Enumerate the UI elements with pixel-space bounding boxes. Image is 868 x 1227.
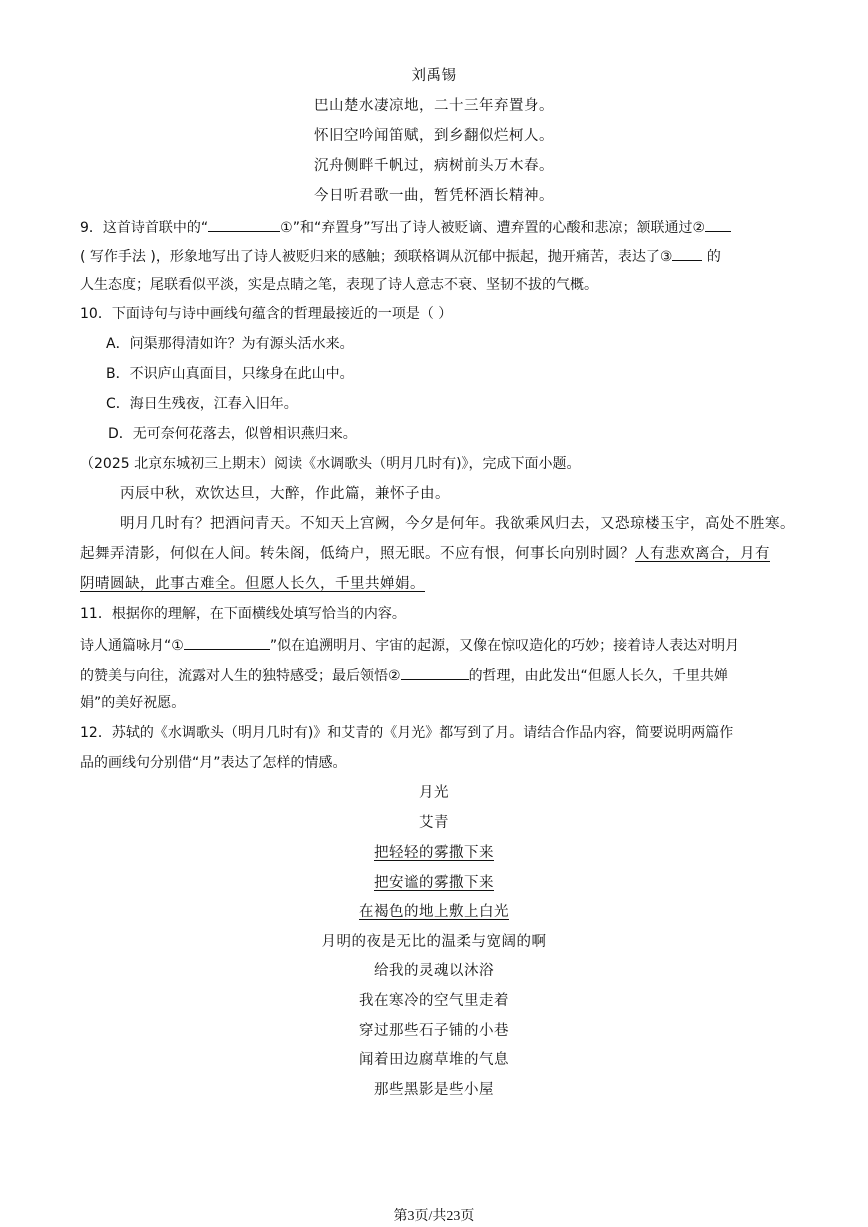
passage-intro: （2025 北京东城初三上期末）阅读《水调歌头（明月几时有)》，完成下面小题。 — [80, 456, 581, 472]
poem2-line-4: 穿过那些石子铺的小巷 — [359, 1023, 509, 1039]
q9-line-3: 人生态度；尾联看似平淡，实是点睛之笔，表现了诗人意志不衰、坚韧不拔的气概。 — [80, 277, 598, 293]
poem2-line-3: 我在寒冷的空气里走着 — [359, 993, 509, 1009]
q9-text: ( 写作手法 )，形象地写出了诗人被贬归来的感触；颈联格调从沉郁中振起，抛开痛苦，表达了③ — [80, 249, 673, 265]
q9-blank-3[interactable] — [672, 246, 702, 261]
q11-stem: 11．根据你的理解，在下面横线处填写恰当的内容。 — [80, 606, 406, 622]
q10-option-c[interactable]: C．海日生残夜，江春入旧年。 — [106, 396, 298, 412]
q9-text: 的 — [702, 249, 721, 265]
q11-text: 的赞美与向往，流露对人生的独特感受；最后领悟② — [80, 668, 401, 684]
passage-text: 起舞弄清影，何似在人间。转朱阁，低绮户，照无眠。不应有恨，何事长向别时圆？ — [80, 546, 635, 562]
poem2-underlined-line-1: 把轻轻的雾撒下来 — [374, 845, 494, 861]
poem2-underlined-line-1-row — [0, 844, 868, 862]
q11-text: 诗人通篇咏月“① — [80, 638, 184, 654]
poem1-line-4: 今日听君歌一曲，暂凭杯酒长精神。 — [314, 188, 554, 204]
q10-option-a[interactable]: A．问渠那得清如许？为有源头活水来。 — [106, 336, 354, 352]
q10-option-b[interactable]: B．不识庐山真面目，只缘身在此山中。 — [106, 366, 354, 382]
q9-text: ①”和“弃置身”写出了诗人被贬谪、遭弃置的心酸和悲凉；颔联通过② — [280, 220, 706, 236]
q12-line-2: 品的画线句分别借“月”表达了怎样的情感。 — [80, 755, 347, 771]
passage-underlined-text: 人有悲欢离合，月有 — [635, 546, 770, 562]
poem2-underlined-line-3-row — [0, 903, 868, 921]
q9-blank-2[interactable] — [705, 217, 731, 232]
passage-preface: 丙辰中秋，欢饮达旦，大醉，作此篇，兼怀子由。 — [120, 486, 450, 502]
q11-line-1 — [80, 635, 739, 655]
q11-blank-2[interactable] — [401, 665, 469, 680]
q11-line-3: 娟”的美好祝愿。 — [80, 695, 186, 711]
q11-text: ”似在追溯明月、宇宙的起源，又像在惊叹造化的巧妙；接着诗人表达对明月 — [269, 638, 740, 654]
poem1-line-1: 巴山楚水凄凉地，二十三年弃置身。 — [314, 98, 554, 114]
q11-line-2 — [80, 665, 728, 685]
q9-line-2 — [80, 246, 721, 266]
poem2-title: 月光 — [419, 785, 449, 801]
passage-line-2 — [80, 545, 770, 563]
q10-stem: 10．下面诗句与诗中画线句蕴含的哲理最接近的一项是（ ） — [80, 306, 453, 322]
poem2-author: 艾青 — [419, 815, 449, 831]
q12-line-1: 12．苏轼的《水调歌头（明月几时有)》和艾青的《月光》都写到了月。请结合作品内容，简要说明两篇作 — [80, 725, 734, 741]
poem2-underlined-line-2: 把安谧的雾撒下来 — [374, 875, 494, 891]
page-number: 第3页/共23页 — [393, 1209, 475, 1224]
q9-line-1 — [80, 217, 731, 237]
q9-text: 9．这首诗首联中的“ — [80, 220, 209, 236]
q9-blank-1[interactable] — [208, 217, 280, 232]
poem2-line-2: 给我的灵魂以沐浴 — [374, 963, 494, 979]
poem1-line-2: 怀旧空吟闻笛赋，到乡翻似烂柯人。 — [314, 128, 554, 144]
poem2-line-6: 那些黑影是些小屋 — [374, 1082, 494, 1098]
poem2-underlined-line-2-row — [0, 874, 868, 892]
poem2-underlined-line-3: 在褐色的地上敷上白光 — [359, 904, 509, 920]
q11-blank-1[interactable] — [184, 635, 270, 650]
q11-text: 的哲理，由此发出“但愿人长久，千里共婵 — [468, 668, 728, 684]
poem1-line-3: 沉舟侧畔千帆过，病树前头万木春。 — [314, 158, 554, 174]
q10-option-d[interactable]: D．无可奈何花落去，似曾相识燕归来。 — [108, 426, 357, 442]
passage-line-1: 明月几时有？把酒问青天。不知天上宫阙，今夕是何年。我欲乘风归去，又恐琼楼玉宇，高处不胜寒。 — [120, 516, 795, 532]
poem1-author: 刘禹锡 — [411, 68, 457, 84]
poem2-line-5: 闻着田边腐草堆的气息 — [359, 1052, 509, 1068]
passage-line-3: 阴晴圆缺，此事古难全。但愿人长久，千里共婵娟。 — [80, 576, 425, 592]
poem2-line-1: 月明的夜是无比的温柔与宽阔的啊 — [321, 934, 547, 950]
